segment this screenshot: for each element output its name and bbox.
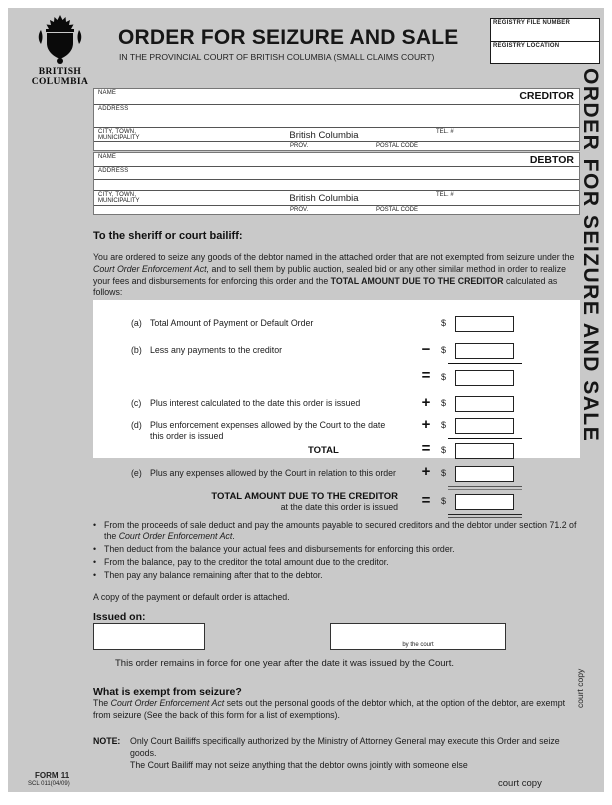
calc-d-amount-box[interactable] [455, 418, 514, 434]
city-label-1: CITY, TOWN, [98, 192, 137, 198]
calc-e-dollar: $ [441, 468, 447, 478]
sheriff-p2: and to sell them by public auction, sealed bid or any other similar method in order to realize your fees and disbursements for enforcing this order and the [93, 263, 566, 286]
city-label-1: CITY, TOWN, [98, 129, 137, 135]
form-title: ORDER FOR SEIZURE AND SALE [118, 26, 459, 49]
calc-d-operator: + [421, 416, 431, 433]
calc-c-number: (c) [131, 398, 142, 408]
city-label-2: MUNICIPALITY [98, 135, 140, 141]
calc-b-number: (b) [131, 345, 142, 355]
calc-total-label: TOTAL [308, 445, 339, 456]
registry-file-number-field[interactable] [490, 18, 600, 42]
prov-label: PROV. [290, 143, 309, 149]
registry-file-number-label: REGISTRY FILE NUMBER [493, 20, 571, 26]
calc-subtotal-operator: = [421, 367, 431, 384]
name-label: NAME [98, 154, 117, 160]
issued-date-box[interactable] [93, 623, 205, 650]
by-the-court-label: by the court [402, 642, 434, 648]
form-code: SCL 011(04/09) [28, 781, 70, 787]
calc-e-label: Plus any expenses allowed by the Court in relation to this order [150, 468, 396, 478]
province-value: British Columbia [289, 193, 359, 204]
calc-total-operator: = [421, 440, 431, 457]
calc-final-operator: = [421, 492, 431, 509]
registry-location-label: REGISTRY LOCATION [493, 43, 560, 49]
tel-label: TEL. # [436, 129, 454, 135]
calc-final-dollar: $ [441, 496, 447, 506]
calc-d-rule [448, 438, 522, 439]
calc-a-amount-box[interactable] [455, 316, 514, 332]
debtor-role-label: DEBTOR [529, 154, 574, 166]
force-duration-line: This order remains in force for one year after the date it was issued by the Court. [115, 658, 454, 669]
calc-c-dollar: $ [441, 398, 447, 408]
calc-e-number: (e) [131, 468, 142, 478]
calc-final-amount-box[interactable] [455, 494, 514, 510]
name-label: NAME [98, 90, 117, 96]
list-item [93, 544, 577, 555]
debtor-prov-postal-row [94, 206, 579, 214]
exempt-act-name: Court Order Enforcement Act [110, 698, 225, 708]
bc-logo [24, 14, 96, 87]
calc-a-label: Total Amount of Payment or Default Order [150, 318, 314, 328]
debtor-address-field[interactable] [94, 167, 579, 180]
note-label: NOTE: [93, 736, 121, 746]
calc-a-number: (a) [131, 318, 142, 328]
calc-b-operator: − [421, 341, 431, 358]
bullet-4-text: Then pay any balance remaining after that to the debtor. [104, 570, 323, 581]
creditor-address-field[interactable] [94, 105, 579, 128]
registry-boxes [490, 18, 600, 64]
calc-e-rule [448, 486, 522, 490]
calc-total-dollar: $ [441, 445, 447, 455]
bullet-1-text: From the proceeds of sale deduct and pay the amounts payable to secured creditors and the debtor under section 71.2 of the [104, 520, 577, 542]
bullet-1-post: . [232, 531, 235, 542]
bullet-icon: • [93, 557, 97, 568]
calc-d-label: Plus enforcement expenses allowed by the Court to the date [150, 420, 386, 430]
calc-e-operator: + [421, 463, 431, 480]
form-number: FORM 11 [35, 771, 70, 780]
calc-b-rule [448, 363, 522, 364]
bullet-icon: • [93, 520, 97, 530]
bullet-icon: • [93, 570, 97, 581]
calc-d-label-2: this order is issued [150, 431, 224, 441]
form-sheet [8, 8, 604, 792]
creditor-prov-postal-row [94, 142, 579, 150]
side-vertical-title: ORDER FOR SEIZURE AND SALE [579, 68, 602, 443]
calc-a-dollar: $ [441, 318, 447, 328]
note-text [130, 736, 588, 771]
exempt-p-post: sets out the personal goods of the debtor which, at the option of the debtor, are exempt from seizure (See the back of this form for a list of exemptions). [93, 698, 566, 720]
calc-final-label: TOTAL AMOUNT DUE TO THE CREDITOR [211, 491, 398, 502]
sheriff-p3: calculated as follows: [93, 275, 558, 298]
form-subtitle: IN THE PROVINCIAL COURT OF BRITISH COLUMBIA (SMALL CLAIMS COURT) [119, 52, 435, 62]
debtor-block [93, 152, 580, 215]
tel-label: TEL. # [436, 192, 454, 198]
calc-b-amount-box[interactable] [455, 343, 514, 359]
calc-total-amount-box[interactable] [455, 443, 514, 459]
calc-subtotal-amount-box[interactable] [455, 370, 514, 386]
calc-final-label-block [148, 491, 398, 512]
distribution-instructions [93, 520, 577, 583]
calc-d-number: (d) [131, 420, 142, 430]
calc-c-label: Plus interest calculated to the date this order is issued [150, 398, 361, 408]
sheriff-paragraph [93, 252, 576, 299]
bullet-3-text: From the balance, pay to the creditor the total amount due to the creditor. [104, 557, 389, 568]
debtor-city-field[interactable] [94, 191, 579, 206]
sheriff-p1: You are ordered to seize any goods of the debtor named in the attached order that are not exempted from seizure under the [93, 252, 575, 262]
note-line-1: Only Court Bailiffs specifically authorized by the Ministry of Attorney General may execute this Order and seize goods. [130, 736, 560, 758]
exempt-paragraph [93, 698, 585, 722]
debtor-address-field-2[interactable] [94, 180, 579, 191]
address-label: ADDRESS [98, 106, 129, 112]
side-copy-designation: court copy [575, 668, 585, 708]
exempt-p-pre: The [93, 698, 111, 708]
copy-attached-line: A copy of the payment or default order is attached. [93, 592, 290, 602]
address-label: ADDRESS [98, 168, 129, 174]
postal-code-label: POSTAL CODE [376, 207, 419, 213]
province-value: British Columbia [289, 130, 359, 141]
court-signature-box[interactable] [330, 623, 506, 650]
creditor-name-field[interactable] [94, 89, 579, 105]
bc-logo-word-1: BRITISH [38, 67, 82, 77]
calc-e-amount-box[interactable] [455, 466, 514, 482]
list-item [93, 520, 577, 543]
creditor-role-label: CREDITOR [519, 90, 574, 102]
sheriff-total-bold: TOTAL AMOUNT DUE TO THE CREDITOR [330, 275, 504, 286]
calc-b-dollar: $ [441, 345, 447, 355]
bullet-icon: • [93, 544, 97, 555]
bc-coat-of-arms-icon [36, 14, 84, 68]
creditor-city-field[interactable] [94, 128, 579, 142]
debtor-name-field[interactable] [94, 153, 579, 167]
sheriff-act-name: Court Order Enforcement Act, [93, 263, 210, 274]
list-item [93, 557, 577, 568]
note-line-2: The Court Bailiff may not seize anything that the debtor owns jointly with someone else [130, 759, 468, 770]
issued-on-label: Issued on: [93, 611, 146, 623]
calc-subtotal-dollar: $ [441, 372, 447, 382]
bc-logo-word-2: COLUMBIA [31, 76, 89, 87]
prov-label: PROV. [290, 207, 309, 213]
calc-final-rule [448, 514, 522, 518]
calc-d-dollar: $ [441, 420, 447, 430]
postal-code-label: POSTAL CODE [376, 143, 419, 149]
copy-designation: court copy [498, 778, 542, 789]
exempt-heading: What is exempt from seizure? [93, 686, 242, 698]
calc-c-operator: + [421, 394, 431, 411]
bullet-1-act: Court Order Enforcement Act [118, 531, 233, 542]
bullet-2-text: Then deduct from the balance your actual fees and disbursements for enforcing this order. [104, 544, 455, 555]
calc-b-label: Less any payments to the creditor [150, 345, 283, 355]
creditor-block [93, 88, 580, 151]
calc-c-amount-box[interactable] [455, 396, 514, 412]
registry-location-field[interactable] [490, 41, 600, 64]
city-label-2: MUNICIPALITY [98, 198, 140, 204]
list-item [93, 570, 577, 581]
calc-final-label-2: at the date this order is issued [280, 502, 398, 512]
sheriff-heading: To the sheriff or court bailiff: [93, 230, 243, 242]
